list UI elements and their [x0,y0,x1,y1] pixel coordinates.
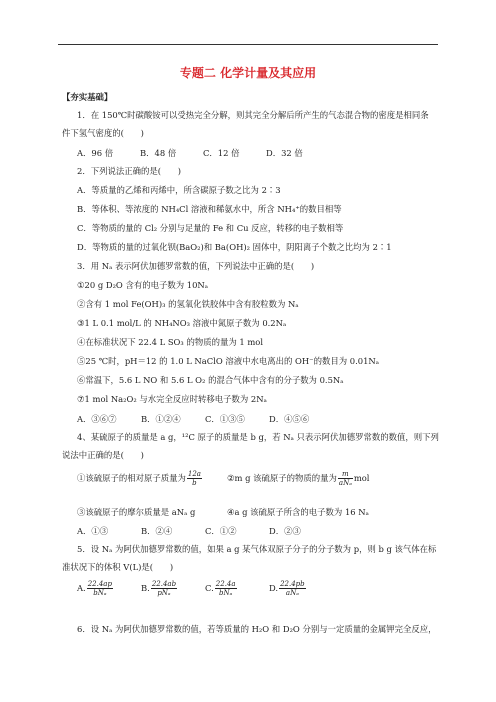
q4-options [77,525,301,537]
q1-option-c: C．12 倍 [203,148,240,158]
q3-option-a: A．③⑥⑦ [77,414,117,424]
q4-option-d: D．②③ [269,526,301,536]
q2-option-c: C．等物质的量的 Cl₂ 分别与足量的 Fe 和 Cu 反应，转移的电子数相等 [77,223,344,233]
q3-text: 3．用 Nₐ 表示阿伏加德罗常数的值，下列说法中正确的是( ) [77,261,315,271]
q3-item: ③1 L 0.1 mol/L 的 NH₄NO₃ 溶液中氮原子数为 0.2Nₐ [77,318,287,328]
q2-option-b: B．等体积、等浓度的 NH₄Cl 溶液和稀氨水中，所含 NH₄⁺的数目相等 [77,204,342,214]
q6-text: 6．设 Nₐ 为阿伏加德罗常数的值，若等质量的 H₂O 和 D₂O 分别与一定质量的金属钾完全反应， [77,624,437,634]
q5-options [77,580,307,597]
fraction: $\frac{22.4ab}{\text{pNₐ}}$ [151,580,177,597]
q3-item: ②含有 1 mol Fe(OH)₃ 的氢氧化铁胶体中含有胶粒数为 Nₐ [77,299,299,309]
q4-item-2: ②m g 该硫原子的物质的量为 $\frac{m}{\text{aNₐ}}$ mol [227,470,370,487]
fraction: $\frac{22.4pb}{\text{aNₐ}}$ [280,580,305,597]
q1-text-line1: 1．在 150℃时碳酸铵可以受热完全分解，则其完全分解后所产生的气态混合物的密度是相同条 [77,110,429,120]
q4-items-row1 [77,470,370,487]
q4-items-row2 [77,506,369,518]
q5-option-c: C. $\frac{22.4a}{\text{bNₐ}}$ [205,580,236,597]
q5-option-d: D. $\frac{22.4pb}{\text{aNₐ}}$ [269,580,305,597]
q4-text-line1: 4、某硫原子的质量是 a g，¹²C 原子的质量是 b g，若 Nₐ 只表示阿伏加德罗常数的数值，则下列 [77,432,439,442]
q3-option-d: D．④⑤⑥ [269,414,310,424]
q3-option-c: C．①③⑤ [205,414,245,424]
q5-option-b: B. $\frac{22.4ab}{\text{pNₐ}}$ [141,580,177,597]
q3-option-b: B．①②④ [141,414,181,424]
q2-text: 2．下列说法正确的是( ) [77,166,181,176]
q3-options [77,413,309,425]
q1-option-d: D．32 倍 [266,148,303,158]
page-title: 专题二 化学计量及其应用 [179,66,317,80]
q5-text-line2: 准状况下的体积 V(L)是( ) [62,562,174,572]
fraction: $\frac{12a}{b}$ [187,470,201,487]
q1-option-b: B．48 倍 [140,148,177,158]
section-heading: 【夯实基础】 [62,92,113,102]
q4-item-1: ①该硫原子的相对原子质量为 $\frac{12a}{b}$ [77,470,201,487]
q5-text-line1: 5．设 Nₐ 为阿伏加德罗常数的值，如果 a g 某气体双原子分子的分子数为 p，则 b g 该气体在标 [77,544,437,554]
q4-item-4: ④a g 该硫原子所含的电子数为 16 Nₐ [227,507,369,517]
q4-option-c: C．①② [205,526,237,536]
q3-item: ⑦1 mol Na₂O₂ 与水完全反应时转移电子数为 2Nₐ [77,394,267,404]
q4-option-a: A．①③ [77,526,109,536]
q1-option-a: A．96 倍 [77,148,114,158]
q3-item: ⑥常温下，5.6 L NO 和 5.6 L O₂ 的混合气体中含有的分子数为 0.5Nₐ [77,375,344,385]
fraction: $\frac{22.4a}{\text{bNₐ}}$ [215,580,236,597]
q4-item-3: ③该硫原子的摩尔质量是 aNₐ g [77,507,196,517]
q1-options [77,147,303,159]
fraction: $\frac{22.4ap}{\text{bNₐ}}$ [87,580,112,597]
q4-option-b: B．②④ [141,526,173,536]
q3-item: ④在标准状况下 22.4 L SO₃ 的物质的量为 1 mol [77,337,264,347]
q5-option-a: A. $\frac{22.4ap}{\text{bNₐ}}$ [77,580,112,597]
q1-text-line2: 件下氢气密度的( ) [62,128,144,138]
q2-option-d: D．等物质的量的过氧化钡(BaO₂)和 Ba(OH)₂ 固体中，阴阳离子个数之比均为 2∶1 [77,242,392,252]
q2-option-a: A．等质量的乙烯和丙烯中，所含碳原子数之比为 2∶3 [77,185,281,195]
q3-item: ⑤25 ℃时，pH＝12 的 1.0 L NaClO 溶液中水电离出的 OH⁻的数目为 0.01Nₐ [77,356,379,366]
fraction: $\frac{m}{\text{aNₐ}}$ [338,470,352,487]
q4-text-line2: 说法中正确的是( ) [62,450,144,460]
q3-item: ①20 g D₂O 含有的电子数为 10Nₐ [77,280,208,290]
header-rule [58,44,438,45]
